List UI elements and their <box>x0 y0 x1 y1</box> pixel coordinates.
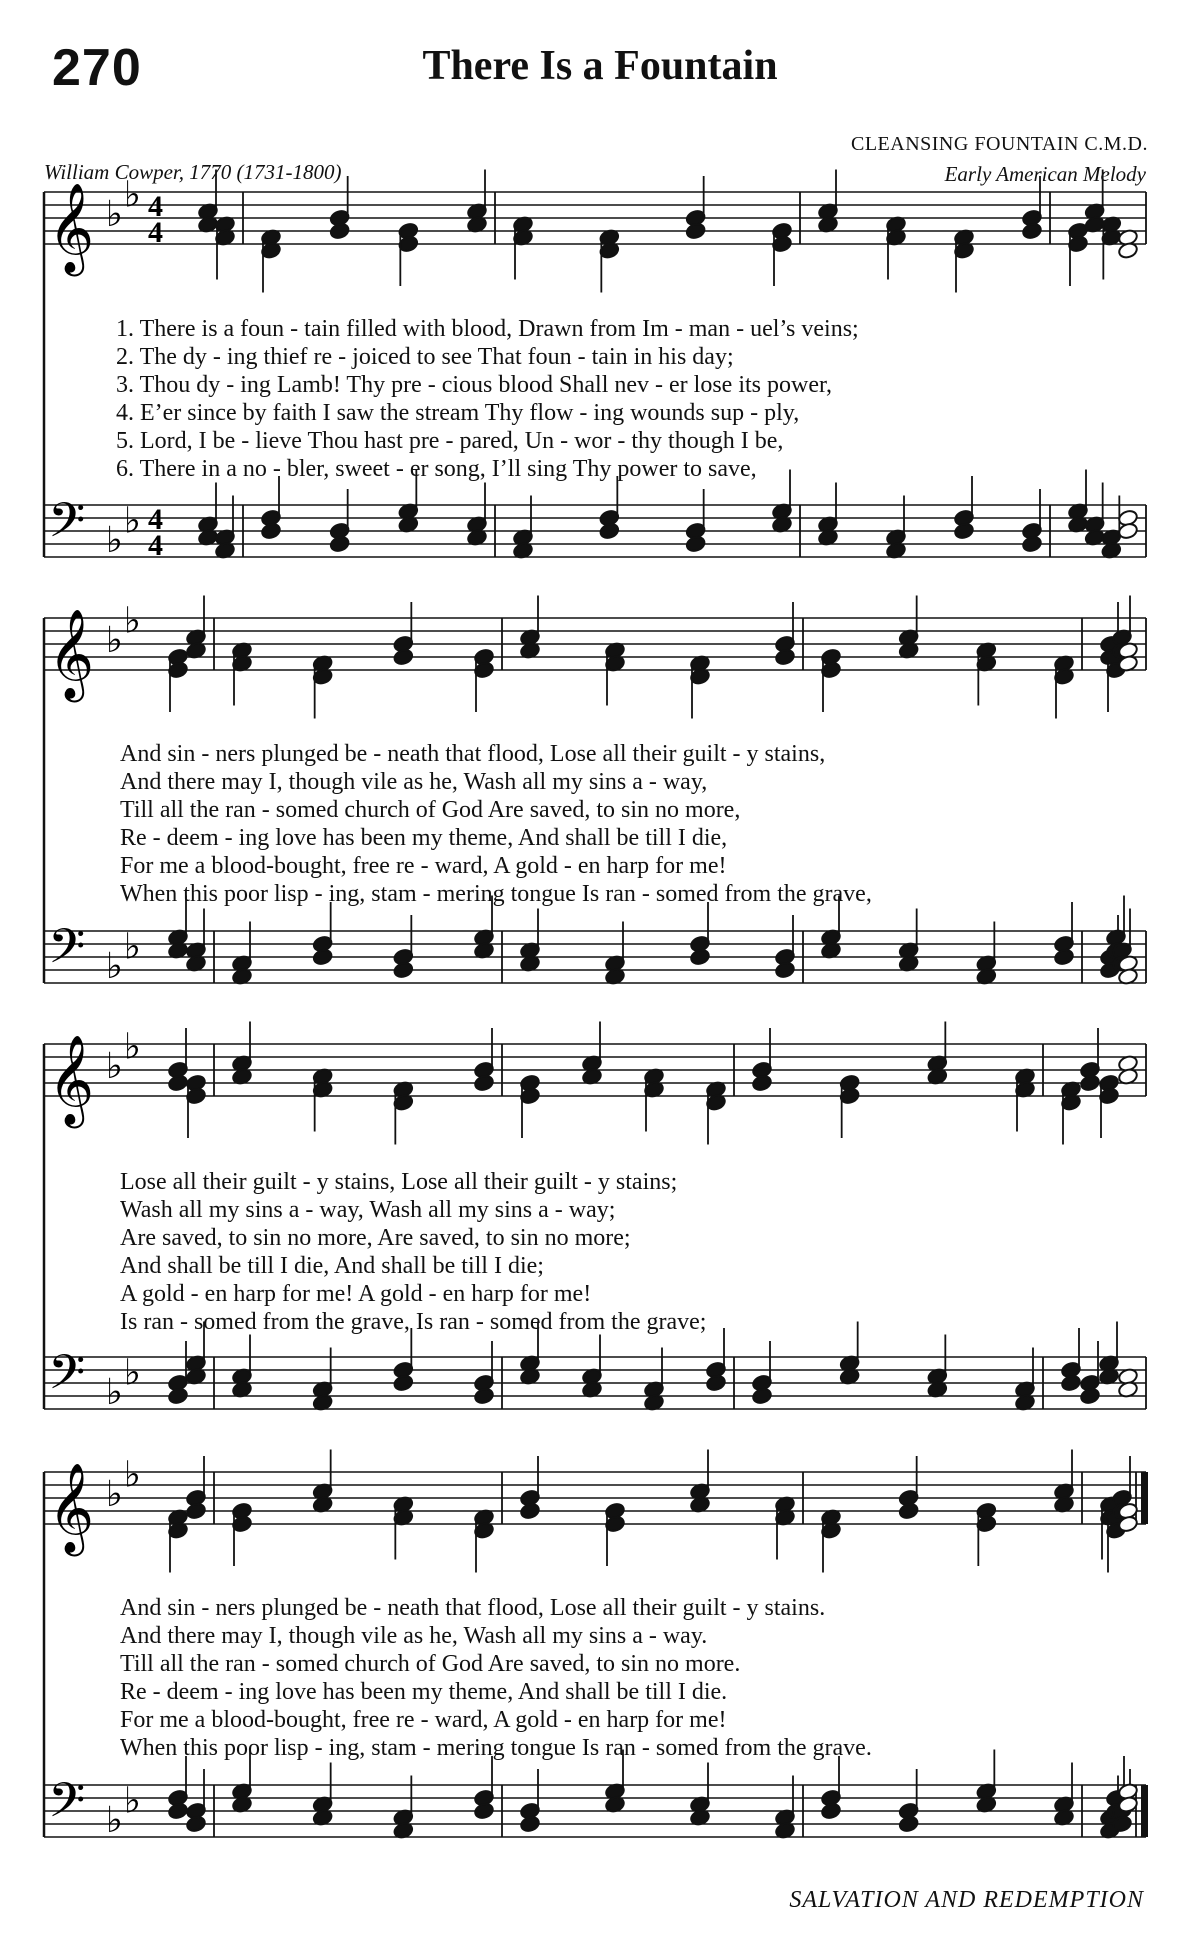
note <box>1079 1387 1100 1405</box>
note <box>185 1502 206 1520</box>
verse-3-line: Till all the ran - somed church of God Are saved, to sin no more. <box>120 1651 741 1677</box>
flat-icon: ♭ <box>106 1372 123 1413</box>
bass-clef-icon: 𝄢 <box>48 1772 86 1840</box>
note <box>751 1387 772 1405</box>
note <box>393 1374 414 1392</box>
note <box>1053 948 1074 966</box>
time-signature: 4 <box>148 529 163 562</box>
treble-clef-icon: 𝄞 <box>48 609 95 699</box>
note <box>167 1387 188 1405</box>
note <box>185 1815 206 1833</box>
system-bracket <box>0 1044 60 1417</box>
verse-2-line: Wash all my sins a - way, Wash all my sins a - way; <box>120 1197 616 1223</box>
note <box>599 522 620 540</box>
note <box>473 1802 494 1820</box>
verse-5-line: For me a blood-bought, free re - ward, A gold - en harp for me! <box>120 1707 727 1733</box>
flat-icon: ♭ <box>106 1474 123 1515</box>
note <box>1079 1074 1100 1092</box>
note <box>329 222 350 240</box>
note <box>473 1387 494 1405</box>
time-signature: 4 <box>148 216 163 249</box>
flat-icon: ♭ <box>124 174 141 216</box>
composer-credit: Early American Melody <box>944 162 1146 186</box>
note <box>898 1502 919 1520</box>
verse-5-line: A gold - en harp for me! A gold - en harp for me! <box>120 1281 592 1307</box>
verse-2-line: 2. The dy - ing thief re - joiced to see That foun - tain in his day; <box>116 344 734 370</box>
note <box>685 535 706 553</box>
verse-5-line: 5. Lord, I be - lieve Thou hast pre - pared, Un - wor - thy though I be, <box>116 428 784 454</box>
flat-icon: ♭ <box>124 1352 141 1394</box>
verse-1-line: And sin - ners plunged be - neath that flood, Lose all their guilt - y stains. <box>120 1595 826 1621</box>
system-bracket <box>0 618 60 991</box>
flat-icon: ♭ <box>106 1800 123 1841</box>
verse-4-line: Re - deem - ing love has been my theme, And shall be till I die. <box>120 1679 728 1705</box>
author-credit: William Cowper, 1770 (1731-1800) <box>44 160 342 184</box>
treble-staff-2 <box>0 578 1200 723</box>
note <box>519 1815 540 1833</box>
tune-name: CLEANSING FOUNTAIN C.M.D. <box>850 133 1148 155</box>
verse-4-line: 4. E’er since by faith I saw the stream Thy flow - ing wounds sup - ply, <box>116 400 800 426</box>
note <box>1021 222 1042 240</box>
note <box>312 948 333 966</box>
note <box>1021 535 1042 553</box>
flat-icon: ♭ <box>106 194 123 235</box>
system-bracket <box>0 1472 60 1845</box>
category-footer: SALVATION AND REDEMPTION <box>789 1887 1144 1913</box>
verse-3-line: Till all the ran - somed church of God Are saved, to sin no more, <box>120 797 741 823</box>
note <box>260 522 281 540</box>
treble-staff-4 <box>0 1432 1200 1577</box>
note <box>167 1802 188 1820</box>
verse-5-line: For me a blood-bought, free re - ward, A gold - en harp for me! <box>120 853 727 879</box>
verse-3-line: Are saved, to sin no more, Are saved, to sin no more; <box>120 1225 631 1251</box>
treble-clef-icon: 𝄞 <box>48 1035 95 1125</box>
bass-clef-icon: 𝄢 <box>48 492 86 560</box>
flat-icon: ♭ <box>124 926 141 968</box>
note <box>898 1815 919 1833</box>
time-signature: 4 <box>148 190 163 223</box>
bass-staff-4 <box>0 1745 1200 1890</box>
verse-6-line: Is ran - somed from the grave, Is ran - somed from the grave; <box>120 1309 707 1335</box>
treble-clef-icon: 𝄞 <box>48 183 95 273</box>
note <box>393 648 414 666</box>
note <box>519 1502 540 1520</box>
flat-icon: ♭ <box>106 946 123 987</box>
verse-4-line: And shall be till I die, And shall be till I die; <box>120 1253 544 1279</box>
note <box>329 535 350 553</box>
verse-6-line: 6. There in a no - bler, sweet - er song, I’ll sing Thy power to save, <box>116 456 757 482</box>
verse-1-line: Lose all their guilt - y stains, Lose all their guilt - y stains; <box>120 1169 678 1195</box>
note <box>953 522 974 540</box>
treble-clef-icon: 𝄞 <box>48 1463 95 1553</box>
hymn-number: 270 <box>52 39 142 97</box>
note <box>393 961 414 979</box>
verse-1-line: And sin - ners plunged be - neath that flood, Lose all their guilt - y stains, <box>120 741 826 767</box>
verse-4-line: Re - deem - ing love has been my theme, And shall be till I die, <box>120 825 728 851</box>
flat-icon: ♭ <box>124 600 141 642</box>
verse-1-line: 1. There is a foun - tain filled with blood, Drawn from Im - man - uel’s veins; <box>116 316 859 342</box>
bass-clef-icon: 𝄢 <box>48 1344 86 1412</box>
flat-icon: ♭ <box>124 1780 141 1822</box>
note <box>774 648 795 666</box>
system-bracket <box>0 192 60 565</box>
note <box>820 1802 841 1820</box>
note <box>689 948 710 966</box>
final-barline <box>1141 1785 1148 1837</box>
verse-2-line: And there may I, though vile as he, Wash all my sins a - way, <box>120 769 708 795</box>
note <box>774 961 795 979</box>
treble-staff-1 <box>0 152 1200 297</box>
verse-6-line: When this poor lisp - ing, stam - mering tongue Is ran - somed from the grave. <box>120 1735 872 1761</box>
treble-staff-3 <box>0 1004 1200 1149</box>
flat-icon: ♭ <box>106 1046 123 1087</box>
final-barline <box>1141 1472 1148 1524</box>
flat-icon: ♭ <box>124 500 141 542</box>
verse-3-line: 3. Thou dy - ing Lamb! Thy pre - cious blood Shall nev - er lose its power, <box>116 372 833 398</box>
note <box>685 222 706 240</box>
note <box>167 1074 188 1092</box>
note <box>751 1074 772 1092</box>
hymn-title: There Is a Fountain <box>422 43 778 89</box>
verse-6-line: When this poor lisp - ing, stam - mering tongue Is ran - somed from the grave, <box>120 881 872 907</box>
flat-icon: ♭ <box>106 520 123 561</box>
flat-icon: ♭ <box>124 1026 141 1068</box>
note <box>705 1374 726 1392</box>
note <box>1060 1374 1081 1392</box>
flat-icon: ♭ <box>124 1454 141 1496</box>
bass-clef-icon: 𝄢 <box>48 918 86 986</box>
flat-icon: ♭ <box>106 620 123 661</box>
verse-2-line: And there may I, though vile as he, Wash all my sins a - way. <box>120 1623 708 1649</box>
note <box>473 1074 494 1092</box>
time-signature: 4 <box>148 503 163 536</box>
